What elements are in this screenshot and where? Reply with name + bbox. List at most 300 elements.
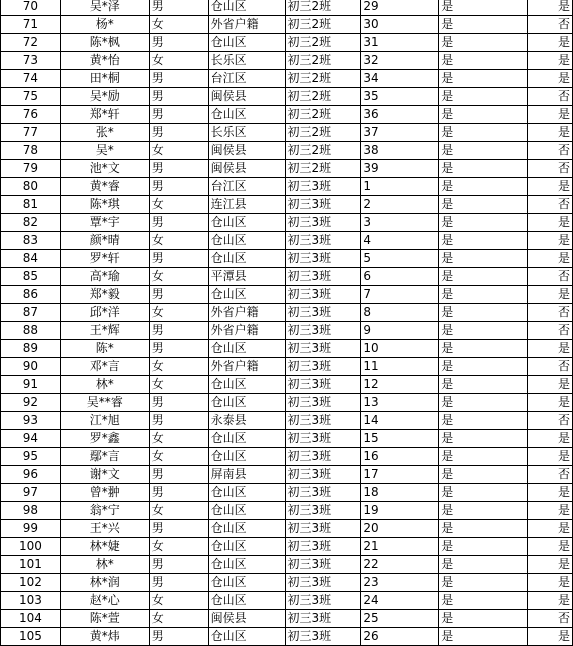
status-b-cell[interactable]: 是 — [528, 628, 573, 646]
row-number-cell[interactable]: 87 — [1, 304, 61, 322]
student-name-cell[interactable]: 罗*轩 — [60, 250, 149, 268]
table-row[interactable] — [1, 520, 573, 538]
row-number-cell[interactable]: 82 — [1, 214, 61, 232]
status-a-cell[interactable]: 是 — [439, 16, 528, 34]
table-row[interactable] — [1, 610, 573, 628]
seat-number-cell[interactable]: 3 — [361, 214, 439, 232]
table-row[interactable] — [1, 214, 573, 232]
class-cell[interactable]: 初三3班 — [285, 394, 361, 412]
gender-cell[interactable]: 女 — [149, 448, 208, 466]
table-row[interactable] — [1, 70, 573, 88]
district-cell[interactable]: 仓山区 — [208, 592, 285, 610]
table-row[interactable] — [1, 340, 573, 358]
table-row[interactable] — [1, 502, 573, 520]
status-a-cell[interactable]: 是 — [439, 628, 528, 646]
table-row[interactable] — [1, 16, 573, 34]
status-b-cell[interactable]: 否 — [528, 16, 573, 34]
status-b-cell[interactable]: 否 — [528, 466, 573, 484]
seat-number-cell[interactable]: 13 — [361, 394, 439, 412]
table-row[interactable] — [1, 268, 573, 286]
class-cell[interactable]: 初三2班 — [285, 124, 361, 142]
student-name-cell[interactable]: 陈*琪 — [60, 196, 149, 214]
class-cell[interactable]: 初三3班 — [285, 628, 361, 646]
district-cell[interactable]: 仓山区 — [208, 106, 285, 124]
student-name-cell[interactable]: 谢*文 — [60, 466, 149, 484]
class-cell[interactable]: 初三2班 — [285, 16, 361, 34]
seat-number-cell[interactable]: 14 — [361, 412, 439, 430]
seat-number-cell[interactable]: 35 — [361, 88, 439, 106]
gender-cell[interactable]: 男 — [149, 466, 208, 484]
status-a-cell[interactable]: 是 — [439, 196, 528, 214]
gender-cell[interactable]: 男 — [149, 286, 208, 304]
district-cell[interactable]: 闽侯县 — [208, 610, 285, 628]
gender-cell[interactable]: 女 — [149, 502, 208, 520]
row-number-cell[interactable]: 77 — [1, 124, 61, 142]
status-a-cell[interactable]: 是 — [439, 88, 528, 106]
class-cell[interactable]: 初三2班 — [285, 52, 361, 70]
student-name-cell[interactable]: 陈* — [60, 340, 149, 358]
student-name-cell[interactable]: 林*婕 — [60, 538, 149, 556]
class-cell[interactable]: 初三3班 — [285, 610, 361, 628]
table-row[interactable] — [1, 232, 573, 250]
row-number-cell[interactable]: 76 — [1, 106, 61, 124]
class-cell[interactable]: 初三3班 — [285, 412, 361, 430]
class-cell[interactable]: 初三2班 — [285, 0, 361, 16]
seat-number-cell[interactable]: 1 — [361, 178, 439, 196]
gender-cell[interactable]: 男 — [149, 160, 208, 178]
row-number-cell[interactable]: 96 — [1, 466, 61, 484]
seat-number-cell[interactable]: 36 — [361, 106, 439, 124]
status-a-cell[interactable]: 是 — [439, 304, 528, 322]
class-cell[interactable]: 初三3班 — [285, 520, 361, 538]
row-number-cell[interactable]: 80 — [1, 178, 61, 196]
gender-cell[interactable]: 男 — [149, 520, 208, 538]
gender-cell[interactable]: 男 — [149, 340, 208, 358]
district-cell[interactable]: 台江区 — [208, 178, 285, 196]
student-name-cell[interactable]: 吴*励 — [60, 88, 149, 106]
status-b-cell[interactable]: 否 — [528, 412, 573, 430]
status-a-cell[interactable]: 是 — [439, 250, 528, 268]
student-name-cell[interactable]: 颜*晴 — [60, 232, 149, 250]
row-number-cell[interactable]: 105 — [1, 628, 61, 646]
gender-cell[interactable]: 女 — [149, 358, 208, 376]
status-a-cell[interactable]: 是 — [439, 412, 528, 430]
gender-cell[interactable]: 女 — [149, 376, 208, 394]
status-b-cell[interactable]: 否 — [528, 304, 573, 322]
row-number-cell[interactable]: 74 — [1, 70, 61, 88]
gender-cell[interactable]: 男 — [149, 124, 208, 142]
seat-number-cell[interactable]: 37 — [361, 124, 439, 142]
class-cell[interactable]: 初三3班 — [285, 250, 361, 268]
student-name-cell[interactable]: 赵*心 — [60, 592, 149, 610]
seat-number-cell[interactable]: 32 — [361, 52, 439, 70]
row-number-cell[interactable]: 75 — [1, 88, 61, 106]
class-cell[interactable]: 初三3班 — [285, 556, 361, 574]
seat-number-cell[interactable]: 25 — [361, 610, 439, 628]
status-a-cell[interactable]: 是 — [439, 340, 528, 358]
student-name-cell[interactable]: 江*旭 — [60, 412, 149, 430]
status-a-cell[interactable]: 是 — [439, 520, 528, 538]
status-b-cell[interactable]: 是 — [528, 124, 573, 142]
row-number-cell[interactable]: 101 — [1, 556, 61, 574]
class-cell[interactable]: 初三3班 — [285, 574, 361, 592]
district-cell[interactable]: 仓山区 — [208, 232, 285, 250]
class-cell[interactable]: 初三3班 — [285, 268, 361, 286]
student-name-cell[interactable]: 林*润 — [60, 574, 149, 592]
class-cell[interactable]: 初三3班 — [285, 430, 361, 448]
gender-cell[interactable]: 女 — [149, 196, 208, 214]
class-cell[interactable]: 初三3班 — [285, 178, 361, 196]
student-name-cell[interactable]: 吴* — [60, 142, 149, 160]
student-name-cell[interactable]: 林* — [60, 556, 149, 574]
status-a-cell[interactable]: 是 — [439, 34, 528, 52]
class-cell[interactable]: 初三3班 — [285, 592, 361, 610]
status-b-cell[interactable]: 否 — [528, 268, 573, 286]
seat-number-cell[interactable]: 10 — [361, 340, 439, 358]
status-b-cell[interactable]: 是 — [528, 214, 573, 232]
gender-cell[interactable]: 女 — [149, 16, 208, 34]
gender-cell[interactable]: 女 — [149, 232, 208, 250]
gender-cell[interactable]: 女 — [149, 592, 208, 610]
seat-number-cell[interactable]: 5 — [361, 250, 439, 268]
row-number-cell[interactable]: 93 — [1, 412, 61, 430]
table-row[interactable] — [1, 286, 573, 304]
gender-cell[interactable]: 男 — [149, 628, 208, 646]
district-cell[interactable]: 仓山区 — [208, 394, 285, 412]
row-number-cell[interactable]: 98 — [1, 502, 61, 520]
row-number-cell[interactable]: 78 — [1, 142, 61, 160]
row-number-cell[interactable]: 91 — [1, 376, 61, 394]
seat-number-cell[interactable]: 7 — [361, 286, 439, 304]
table-row[interactable] — [1, 322, 573, 340]
status-a-cell[interactable]: 是 — [439, 214, 528, 232]
gender-cell[interactable]: 男 — [149, 106, 208, 124]
status-a-cell[interactable]: 是 — [439, 52, 528, 70]
row-number-cell[interactable]: 71 — [1, 16, 61, 34]
row-number-cell[interactable]: 73 — [1, 52, 61, 70]
status-b-cell[interactable]: 是 — [528, 484, 573, 502]
student-name-cell[interactable]: 王*兴 — [60, 520, 149, 538]
table-row[interactable] — [1, 556, 573, 574]
table-row[interactable] — [1, 142, 573, 160]
seat-number-cell[interactable]: 22 — [361, 556, 439, 574]
class-cell[interactable]: 初三2班 — [285, 70, 361, 88]
class-cell[interactable]: 初三3班 — [285, 448, 361, 466]
class-cell[interactable]: 初三2班 — [285, 106, 361, 124]
seat-number-cell[interactable]: 26 — [361, 628, 439, 646]
table-row[interactable] — [1, 34, 573, 52]
status-b-cell[interactable]: 是 — [528, 592, 573, 610]
gender-cell[interactable]: 女 — [149, 610, 208, 628]
district-cell[interactable]: 仓山区 — [208, 538, 285, 556]
student-name-cell[interactable]: 罗*鑫 — [60, 430, 149, 448]
row-number-cell[interactable]: 94 — [1, 430, 61, 448]
district-cell[interactable]: 屏南县 — [208, 466, 285, 484]
district-cell[interactable]: 闽侯县 — [208, 142, 285, 160]
seat-number-cell[interactable]: 8 — [361, 304, 439, 322]
status-b-cell[interactable]: 否 — [528, 88, 573, 106]
table-row[interactable] — [1, 250, 573, 268]
seat-number-cell[interactable]: 39 — [361, 160, 439, 178]
gender-cell[interactable]: 女 — [149, 304, 208, 322]
district-cell[interactable]: 仓山区 — [208, 502, 285, 520]
gender-cell[interactable]: 男 — [149, 412, 208, 430]
class-cell[interactable]: 初三3班 — [285, 538, 361, 556]
table-row[interactable] — [1, 448, 573, 466]
status-a-cell[interactable]: 是 — [439, 394, 528, 412]
gender-cell[interactable]: 女 — [149, 538, 208, 556]
table-row[interactable] — [1, 538, 573, 556]
gender-cell[interactable]: 男 — [149, 250, 208, 268]
gender-cell[interactable]: 男 — [149, 70, 208, 88]
student-name-cell[interactable]: 邓*言 — [60, 358, 149, 376]
seat-number-cell[interactable]: 29 — [361, 0, 439, 16]
district-cell[interactable]: 仓山区 — [208, 520, 285, 538]
seat-number-cell[interactable]: 31 — [361, 34, 439, 52]
district-cell[interactable]: 闽侯县 — [208, 88, 285, 106]
district-cell[interactable]: 外省户籍 — [208, 304, 285, 322]
table-row[interactable] — [1, 592, 573, 610]
row-number-cell[interactable]: 83 — [1, 232, 61, 250]
gender-cell[interactable]: 男 — [149, 214, 208, 232]
seat-number-cell[interactable]: 11 — [361, 358, 439, 376]
student-name-cell[interactable]: 田*桐 — [60, 70, 149, 88]
status-a-cell[interactable]: 是 — [439, 358, 528, 376]
status-b-cell[interactable]: 否 — [528, 196, 573, 214]
seat-number-cell[interactable]: 9 — [361, 322, 439, 340]
district-cell[interactable]: 仓山区 — [208, 484, 285, 502]
row-number-cell[interactable]: 92 — [1, 394, 61, 412]
student-name-cell[interactable]: 王*辉 — [60, 322, 149, 340]
student-name-cell[interactable]: 郑*轩 — [60, 106, 149, 124]
class-cell[interactable]: 初三3班 — [285, 358, 361, 376]
class-cell[interactable]: 初三2班 — [285, 142, 361, 160]
row-number-cell[interactable]: 100 — [1, 538, 61, 556]
seat-number-cell[interactable]: 16 — [361, 448, 439, 466]
gender-cell[interactable]: 男 — [149, 574, 208, 592]
class-cell[interactable]: 初三2班 — [285, 34, 361, 52]
row-number-cell[interactable]: 70 — [1, 0, 61, 16]
row-number-cell[interactable]: 88 — [1, 322, 61, 340]
status-b-cell[interactable]: 是 — [528, 52, 573, 70]
gender-cell[interactable]: 男 — [149, 394, 208, 412]
status-a-cell[interactable]: 是 — [439, 160, 528, 178]
status-a-cell[interactable]: 是 — [439, 142, 528, 160]
status-b-cell[interactable]: 是 — [528, 0, 573, 16]
table-row[interactable] — [1, 124, 573, 142]
class-cell[interactable]: 初三3班 — [285, 502, 361, 520]
row-number-cell[interactable]: 90 — [1, 358, 61, 376]
table-row[interactable] — [1, 304, 573, 322]
seat-number-cell[interactable]: 23 — [361, 574, 439, 592]
student-name-cell[interactable]: 张* — [60, 124, 149, 142]
row-number-cell[interactable]: 79 — [1, 160, 61, 178]
table-row[interactable] — [1, 412, 573, 430]
gender-cell[interactable]: 女 — [149, 430, 208, 448]
row-number-cell[interactable]: 72 — [1, 34, 61, 52]
status-b-cell[interactable]: 是 — [528, 340, 573, 358]
status-b-cell[interactable]: 否 — [528, 160, 573, 178]
student-name-cell[interactable]: 翁*宁 — [60, 502, 149, 520]
district-cell[interactable]: 台江区 — [208, 70, 285, 88]
student-name-cell[interactable]: 池*文 — [60, 160, 149, 178]
row-number-cell[interactable]: 89 — [1, 340, 61, 358]
district-cell[interactable]: 仓山区 — [208, 556, 285, 574]
status-a-cell[interactable]: 是 — [439, 0, 528, 16]
status-b-cell[interactable]: 是 — [528, 520, 573, 538]
district-cell[interactable]: 仓山区 — [208, 286, 285, 304]
table-row[interactable] — [1, 88, 573, 106]
seat-number-cell[interactable]: 21 — [361, 538, 439, 556]
status-a-cell[interactable]: 是 — [439, 106, 528, 124]
status-b-cell[interactable]: 是 — [528, 502, 573, 520]
status-b-cell[interactable]: 否 — [528, 358, 573, 376]
student-name-cell[interactable]: 黄*睿 — [60, 178, 149, 196]
seat-number-cell[interactable]: 34 — [361, 70, 439, 88]
row-number-cell[interactable]: 97 — [1, 484, 61, 502]
status-a-cell[interactable]: 是 — [439, 430, 528, 448]
seat-number-cell[interactable]: 24 — [361, 592, 439, 610]
district-cell[interactable]: 仓山区 — [208, 376, 285, 394]
district-cell[interactable]: 永泰县 — [208, 412, 285, 430]
district-cell[interactable]: 外省户籍 — [208, 322, 285, 340]
class-cell[interactable]: 初三3班 — [285, 340, 361, 358]
table-row[interactable] — [1, 106, 573, 124]
district-cell[interactable]: 仓山区 — [208, 0, 285, 16]
class-cell[interactable]: 初三3班 — [285, 286, 361, 304]
class-cell[interactable]: 初三3班 — [285, 466, 361, 484]
status-b-cell[interactable]: 是 — [528, 250, 573, 268]
student-name-cell[interactable]: 陈*枫 — [60, 34, 149, 52]
status-a-cell[interactable]: 是 — [439, 556, 528, 574]
seat-number-cell[interactable]: 18 — [361, 484, 439, 502]
class-cell[interactable]: 初三3班 — [285, 322, 361, 340]
student-name-cell[interactable]: 吴*泽 — [60, 0, 149, 16]
student-name-cell[interactable]: 杨* — [60, 16, 149, 34]
seat-number-cell[interactable]: 20 — [361, 520, 439, 538]
seat-number-cell[interactable]: 2 — [361, 196, 439, 214]
class-cell[interactable]: 初三2班 — [285, 88, 361, 106]
district-cell[interactable]: 外省户籍 — [208, 358, 285, 376]
status-b-cell[interactable]: 是 — [528, 286, 573, 304]
table-row[interactable] — [1, 0, 573, 16]
gender-cell[interactable]: 女 — [149, 142, 208, 160]
status-a-cell[interactable]: 是 — [439, 610, 528, 628]
gender-cell[interactable]: 男 — [149, 322, 208, 340]
row-number-cell[interactable]: 103 — [1, 592, 61, 610]
seat-number-cell[interactable]: 15 — [361, 430, 439, 448]
seat-number-cell[interactable]: 30 — [361, 16, 439, 34]
gender-cell[interactable]: 女 — [149, 268, 208, 286]
status-a-cell[interactable]: 是 — [439, 376, 528, 394]
status-b-cell[interactable]: 是 — [528, 430, 573, 448]
status-a-cell[interactable]: 是 — [439, 268, 528, 286]
table-row[interactable] — [1, 196, 573, 214]
table-row[interactable] — [1, 574, 573, 592]
status-b-cell[interactable]: 是 — [528, 70, 573, 88]
table-row[interactable] — [1, 466, 573, 484]
row-number-cell[interactable]: 102 — [1, 574, 61, 592]
status-b-cell[interactable]: 否 — [528, 322, 573, 340]
status-b-cell[interactable]: 是 — [528, 538, 573, 556]
seat-number-cell[interactable]: 6 — [361, 268, 439, 286]
status-b-cell[interactable]: 是 — [528, 448, 573, 466]
status-b-cell[interactable]: 是 — [528, 574, 573, 592]
student-name-cell[interactable]: 邱*洋 — [60, 304, 149, 322]
status-b-cell[interactable]: 是 — [528, 106, 573, 124]
table-row[interactable] — [1, 160, 573, 178]
row-number-cell[interactable]: 99 — [1, 520, 61, 538]
gender-cell[interactable]: 女 — [149, 52, 208, 70]
student-name-cell[interactable]: 高*瑜 — [60, 268, 149, 286]
district-cell[interactable]: 长乐区 — [208, 52, 285, 70]
student-name-cell[interactable]: 黄*炜 — [60, 628, 149, 646]
district-cell[interactable]: 外省户籍 — [208, 16, 285, 34]
status-b-cell[interactable]: 是 — [528, 34, 573, 52]
district-cell[interactable]: 闽侯县 — [208, 160, 285, 178]
status-a-cell[interactable]: 是 — [439, 232, 528, 250]
district-cell[interactable]: 仓山区 — [208, 430, 285, 448]
status-b-cell[interactable]: 是 — [528, 178, 573, 196]
student-name-cell[interactable]: 吴**睿 — [60, 394, 149, 412]
table-row[interactable] — [1, 376, 573, 394]
gender-cell[interactable]: 男 — [149, 178, 208, 196]
table-row[interactable] — [1, 178, 573, 196]
student-name-cell[interactable]: 曾*翀 — [60, 484, 149, 502]
seat-number-cell[interactable]: 19 — [361, 502, 439, 520]
district-cell[interactable]: 仓山区 — [208, 340, 285, 358]
class-cell[interactable]: 初三3班 — [285, 304, 361, 322]
status-b-cell[interactable]: 否 — [528, 142, 573, 160]
district-cell[interactable]: 仓山区 — [208, 628, 285, 646]
table-row[interactable] — [1, 358, 573, 376]
district-cell[interactable]: 平潭县 — [208, 268, 285, 286]
status-a-cell[interactable]: 是 — [439, 322, 528, 340]
row-number-cell[interactable]: 86 — [1, 286, 61, 304]
status-a-cell[interactable]: 是 — [439, 484, 528, 502]
student-name-cell[interactable]: 陈*萱 — [60, 610, 149, 628]
student-name-cell[interactable]: 林* — [60, 376, 149, 394]
table-row[interactable] — [1, 484, 573, 502]
district-cell[interactable]: 仓山区 — [208, 34, 285, 52]
status-a-cell[interactable]: 是 — [439, 592, 528, 610]
row-number-cell[interactable]: 104 — [1, 610, 61, 628]
status-a-cell[interactable]: 是 — [439, 70, 528, 88]
row-number-cell[interactable]: 85 — [1, 268, 61, 286]
seat-number-cell[interactable]: 17 — [361, 466, 439, 484]
class-cell[interactable]: 初三2班 — [285, 160, 361, 178]
table-row[interactable] — [1, 628, 573, 646]
table-row[interactable] — [1, 430, 573, 448]
district-cell[interactable]: 仓山区 — [208, 448, 285, 466]
seat-number-cell[interactable]: 38 — [361, 142, 439, 160]
row-number-cell[interactable]: 81 — [1, 196, 61, 214]
table-row[interactable] — [1, 394, 573, 412]
district-cell[interactable]: 仓山区 — [208, 574, 285, 592]
seat-number-cell[interactable]: 12 — [361, 376, 439, 394]
district-cell[interactable]: 长乐区 — [208, 124, 285, 142]
status-b-cell[interactable]: 是 — [528, 394, 573, 412]
status-a-cell[interactable]: 是 — [439, 178, 528, 196]
district-cell[interactable]: 连江县 — [208, 196, 285, 214]
student-name-cell[interactable]: 覃*宇 — [60, 214, 149, 232]
class-cell[interactable]: 初三3班 — [285, 376, 361, 394]
status-a-cell[interactable]: 是 — [439, 574, 528, 592]
status-a-cell[interactable]: 是 — [439, 466, 528, 484]
table-row[interactable] — [1, 52, 573, 70]
row-number-cell[interactable]: 95 — [1, 448, 61, 466]
seat-number-cell[interactable]: 4 — [361, 232, 439, 250]
